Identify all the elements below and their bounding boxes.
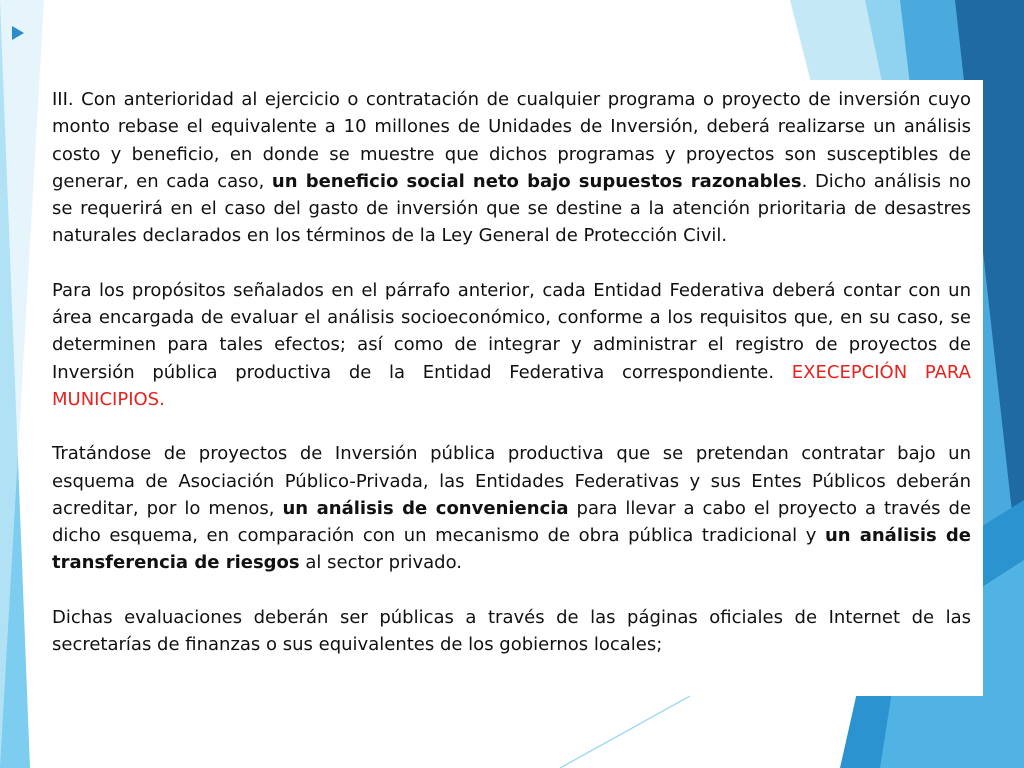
paragraph-2-highlight: EXECEPCIÓN PARA MUNICIPIOS.: [52, 361, 971, 410]
paragraph-3-text-b: para llevar a cabo el proyecto a través de dicho esquema, en comparación con un mecanismo de obra pública tradicional y: [52, 497, 971, 547]
paragraph-2-text-a: Para los propósitos señalados en el párrafo anterior, cada Entidad Federativa deberá contar con un área encargada de evaluar el análisis socioeconómico, conforme a los requisitos que, en su caso, se determinen para tales efectos; así como de integrar y administrar el registro de proyectos de Inversión pública productiva de la Entidad Federativa correspondiente.: [52, 279, 971, 383]
paragraph-3-text-c: al sector privado.: [299, 552, 463, 574]
decorative-line: [560, 696, 690, 768]
paragraph-1-text-b: . Dicho análisis no se requerirá en el caso del gasto de inversión que se destine a la atención prioritaria de desastres naturales declarados en los términos de la Ley General de Protección Civil.: [52, 170, 972, 247]
text-content-box: [40, 80, 983, 696]
paragraph-2: [52, 277, 971, 413]
paragraph-3-bold-a: un análisis de conveniencia: [282, 497, 569, 519]
paragraph-1-bold-a: un beneficio social neto bajo supuestos razonables: [271, 170, 802, 192]
paragraph-3: [52, 440, 971, 576]
paragraph-1: [52, 86, 971, 250]
paragraph-4-text-a: Dichas evaluaciones deberán ser públicas a través de las páginas oficiales de Internet de las secretarías de finanzas o sus equivalentes de los gobiernos locales;: [52, 606, 971, 656]
paragraph-3-text-a: Tratándose de proyectos de Inversión pública productiva que se pretendan contratar bajo un esquema de Asociación Público-Privada, las Entidades Federativas y sus Entes Públicos deberán acreditar, por lo menos,: [52, 443, 971, 519]
paragraph-3-bold-b: un análisis de transferencia de riesgos: [52, 525, 971, 574]
paragraph-1-text-a: III. Con anterioridad al ejercicio o contratación de cualquier programa o proyecto de inversión cuyo monto rebase el equivalente a 10 millones de Unidades de Inversión, deberá realizarse un análisis costo y beneficio, en donde se muestre que dichos programas y proyectos son susceptibles de generar, en cada caso,: [52, 89, 971, 192]
paragraph-4: [52, 604, 971, 659]
play-arrow-icon: [12, 26, 24, 40]
